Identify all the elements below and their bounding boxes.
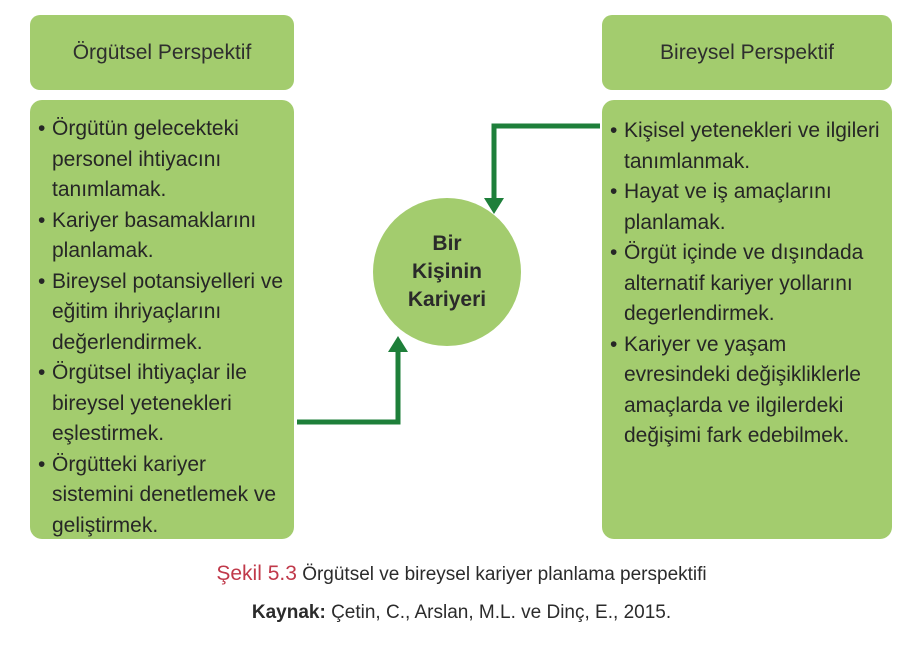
source-text: Çetin, C., Arslan, M.L. ve Dinç, E., 2015. [331,602,672,623]
right-to-center-arrow [494,126,600,204]
organizational-item: • Bireysel potansiyelleri ve eğitim ihriyaçlarını değerlendirmek. [38,267,286,359]
organizational-item: • Örgütteki kariyer sistemini denetlemek ve geliştirmek. [38,450,286,542]
figure-source [0,602,923,624]
bullet-icon: • [38,208,46,232]
bullet-icon: • [610,241,618,264]
bullet-icon: • [610,180,618,203]
organizational-item: • Örgütün gelecekteki personel ihtiyacını tanımlamak. [38,114,286,206]
figure-caption [0,562,923,586]
source-label: Kaynak: [251,602,326,623]
individual-item: • Hayat ve iş amaçlarını planlamak. [610,177,884,238]
right-arrowhead [484,198,504,214]
bullet-icon: • [38,452,46,476]
individual-perspective-title: Bireysel Perspektif [660,40,834,64]
bullet-icon: • [610,332,618,356]
individual-item: • Kişisel yetenekleri ve ilgileri tanımlanmak. [610,116,884,177]
organizational-item: • Kariyer basamaklarını planlamak. [38,206,286,267]
figure-number: Şekil 5.3 [216,562,297,585]
bullet-icon: • [38,361,46,384]
organizational-perspective-title: Örgütsel Perspektif [72,40,252,64]
career-center-label: Bir Kişinin Kariyeri [407,232,487,311]
bullet-icon: • [38,117,46,140]
figure-title: Örgütsel ve bireysel kariyer planlama perspektifi [302,564,707,585]
bullet-icon: • [38,269,46,293]
individual-item: • Örgüt içinde ve dışındada alternatif kariyer yollarını degerlendirmek. [610,238,884,330]
bullet-icon: • [610,119,618,142]
individual-item: • Kariyer ve yaşam evresindeki değişikliklerle amaçlarda ve ilgilerdeki değişimi fark edebilmek. [610,330,884,452]
organizational-item: • Örgütsel ihtiyaçlar ile bireysel yetenekleri eşlestirmek. [38,358,286,450]
left-to-center-arrow [297,346,398,422]
left-arrowhead [388,336,408,352]
